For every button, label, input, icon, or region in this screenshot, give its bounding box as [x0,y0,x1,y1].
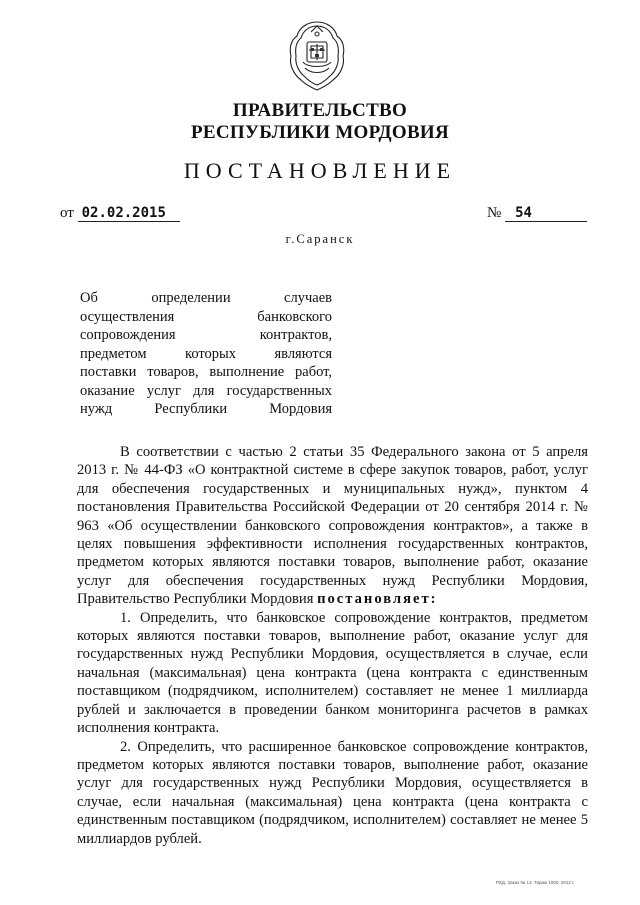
city-name: г.Саранск [285,232,355,246]
decree-date [60,205,180,222]
subject-word: которых [185,345,237,362]
subject-word: банковского [257,308,332,325]
subject-word: нужд [80,401,113,417]
subject-word: Об [80,290,98,306]
subject-word: сопровождения [80,327,176,343]
subject-line [80,345,332,364]
subject-word: контрактов, [259,327,332,343]
subject-line [80,400,332,419]
subject-text: оказание услуг для государственных [80,382,332,399]
decree-title: ПОСТАНОВЛЕНИЕ [183,158,457,183]
subject-line [80,382,332,401]
item-1-paragraph: 1. Определить, что банковское сопровождение контрактов, предметом которых являются поставки товаров, выполнение работ, оказание услуг для государственных нужд Республики Мордовия, осуществляется в случае, если начальная (максимальная) цена контракта (цена контракта с единственным поставщиком (подрядчиком, исполнителем) составляет не менее 1 миллиарда рублей и заключается в проведении банком мониторинга расчетов в рамках исполнения контракта. [77,609,588,737]
date-value: 02.02.2015 [78,205,180,222]
subject-word: осуществления [80,308,175,325]
government-name-line2: РЕСПУБЛИКИ МОРДОВИЯ [190,122,450,143]
date-prefix: от [60,205,74,221]
number-value: 54 [505,205,587,222]
subject-line [80,326,332,345]
subject-line [80,363,332,382]
subject-text: поставки товаров, выполнение работ, [80,364,332,380]
coat-of-arms-emblem [285,18,349,92]
decree-subject [80,289,332,419]
subject-word: определении [151,290,231,306]
item-2-paragraph: 2. Определить, что расширенное банковское сопровождение контрактов, предметом которых являются поставки товаров, выполнение работ, оказание услуг для государственных нужд Республики Мордовия, осуществляется в случае, если начальная (максимальная) цена контракта (цена контракта с единственным поставщиком (подрядчиком, исполнителем) составляет не менее 5 миллиардов рублей. [77,738,588,847]
subject-word: случаев [284,290,332,306]
government-name-line1: ПРАВИТЕЛЬСТВО [232,100,408,121]
subject-word: предметом [80,345,147,362]
subject-line [80,308,332,327]
subject-word: Мордовия [269,401,332,417]
number-prefix: № [487,205,502,221]
preamble-text: В соответствии с частью 2 статьи 35 Федерального закона от 5 апреля 2013 г. № 44-ФЗ «О контрактной системе в сфере закупок товаров, работ, услуг для обеспечения государственных и муниципальных нужд», пунктом 4 постановления Правительства Российской Федерации от 20 сентября 2014 г. № 963 «Об осуществлении банковского сопровождения контрактов», а также в целях повышения эффективности исполнения государственных контрактов, предметом которых являются поставки товаров, выполнение работ, оказание услуг для обеспечения государственных нужд Республики Мордовия, Правительство Республики Мордовия [77,444,588,608]
subject-word: Республики [154,401,228,417]
decree-body [77,443,588,848]
print-mark: РХД. Заказ № 13. Тираж 1000. 2012 г. [496,880,575,885]
decree-number [487,205,587,222]
subject-line [80,289,332,308]
resolves-word: постановляет: [317,591,438,608]
subject-word: являются [274,345,332,362]
preamble-paragraph [77,443,588,609]
